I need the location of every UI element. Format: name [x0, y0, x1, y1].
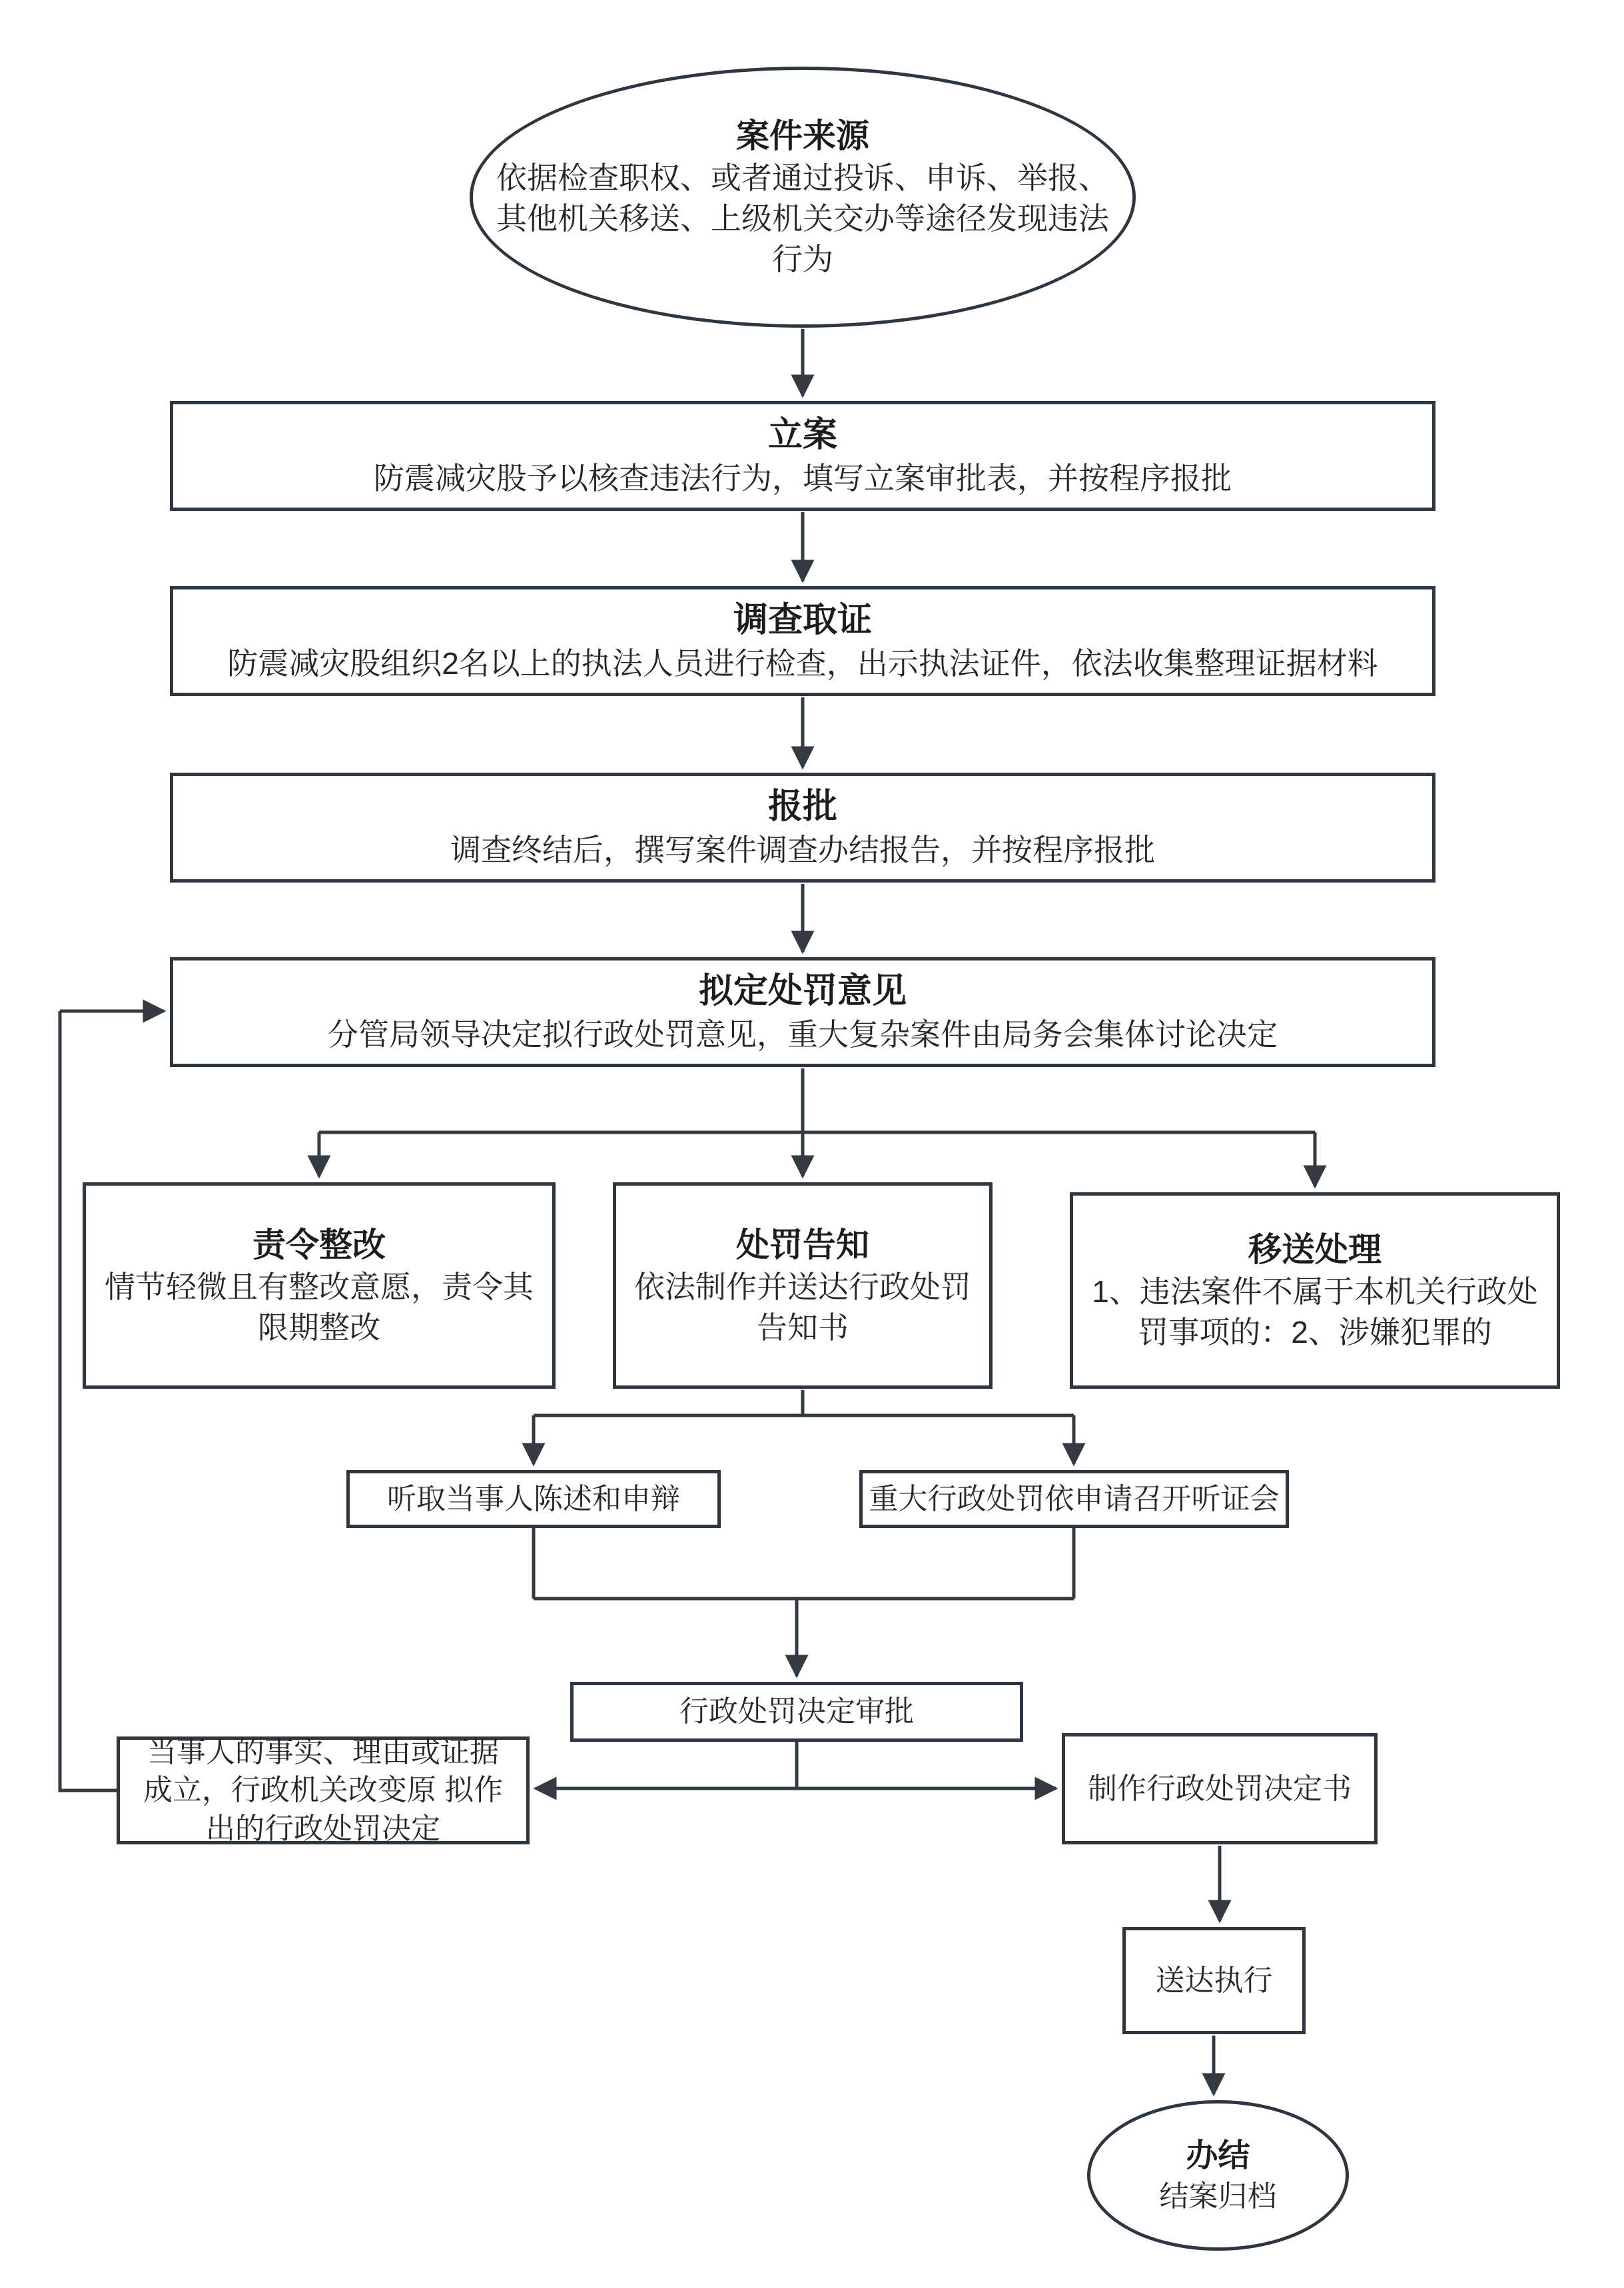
node-penalty-notice [613, 1182, 993, 1389]
node-change-decision [117, 1736, 530, 1844]
node-transfer [1070, 1192, 1560, 1389]
node-body: 1、违法案件不属于本机关行政处罚事项的：2、涉嫌犯罪的 [1092, 1274, 1538, 1349]
node-title: 责令整改 [252, 1226, 386, 1264]
node-title: 移送处理 [1248, 1231, 1382, 1269]
node-investigation [170, 586, 1435, 696]
node-decision-approval [570, 1682, 1023, 1742]
node-label: 重大行政处罚依申请召开听证会 [869, 1482, 1280, 1515]
node-body: 情节轻微且有整改意愿，责令其限期整改 [105, 1269, 534, 1345]
node-body: 调查终结后，撰写案件调查办结报告，并按程序报批 [450, 832, 1155, 867]
node-body: 结案归档 [1159, 2179, 1277, 2213]
node-label: 制作行政处罚决定书 [1088, 1772, 1352, 1805]
node-body: 防震减灾股予以核查违法行为，填写立案审批表，并按程序报批 [374, 460, 1232, 496]
node-body: 防震减灾股组织2名以上的执法人员进行检查，出示执法证件，依法收集整理证据材料 [227, 645, 1378, 681]
node-title: 报批 [767, 787, 837, 827]
node-body: 分管局领导决定拟行政处罚意见，重大复杂案件由局务会集体讨论决定 [328, 1016, 1278, 1052]
node-major-hearing [859, 1470, 1289, 1528]
node-hear-statement [346, 1470, 721, 1528]
node-order-rectify [83, 1182, 556, 1389]
node-body: 依据检查职权、或者通过投诉、申诉、举报、其他机关移送、上级机关交办等途径发现违法行为 [496, 161, 1109, 276]
node-title: 立案 [767, 416, 837, 455]
node-label: 当事人的事实、理由或证据成立，行政机关改变原 拟作出的行政处罚决定 [143, 1736, 504, 1845]
node-filing [170, 401, 1435, 511]
node-label: 行政处罚决定审批 [679, 1695, 914, 1728]
node-label: 听取当事人陈述和申辩 [387, 1482, 680, 1515]
node-draft-opinion [170, 957, 1435, 1067]
connector-feedback-left [60, 1011, 117, 1790]
node-title: 案件来源 [736, 117, 869, 155]
node-make-decision [1062, 1733, 1378, 1844]
node-title: 调查取证 [733, 601, 872, 640]
node-body: 依法制作并送达行政处罚告知书 [634, 1269, 971, 1345]
node-close [1087, 2100, 1349, 2251]
node-report-approval [170, 773, 1435, 883]
node-label: 送达执行 [1155, 1964, 1273, 1997]
node-title: 办结 [1186, 2138, 1250, 2174]
node-case-source [470, 67, 1136, 328]
node-title: 拟定处罚意见 [698, 972, 907, 1011]
node-serve-execute [1122, 1927, 1306, 2034]
node-title: 处罚告知 [736, 1226, 869, 1264]
